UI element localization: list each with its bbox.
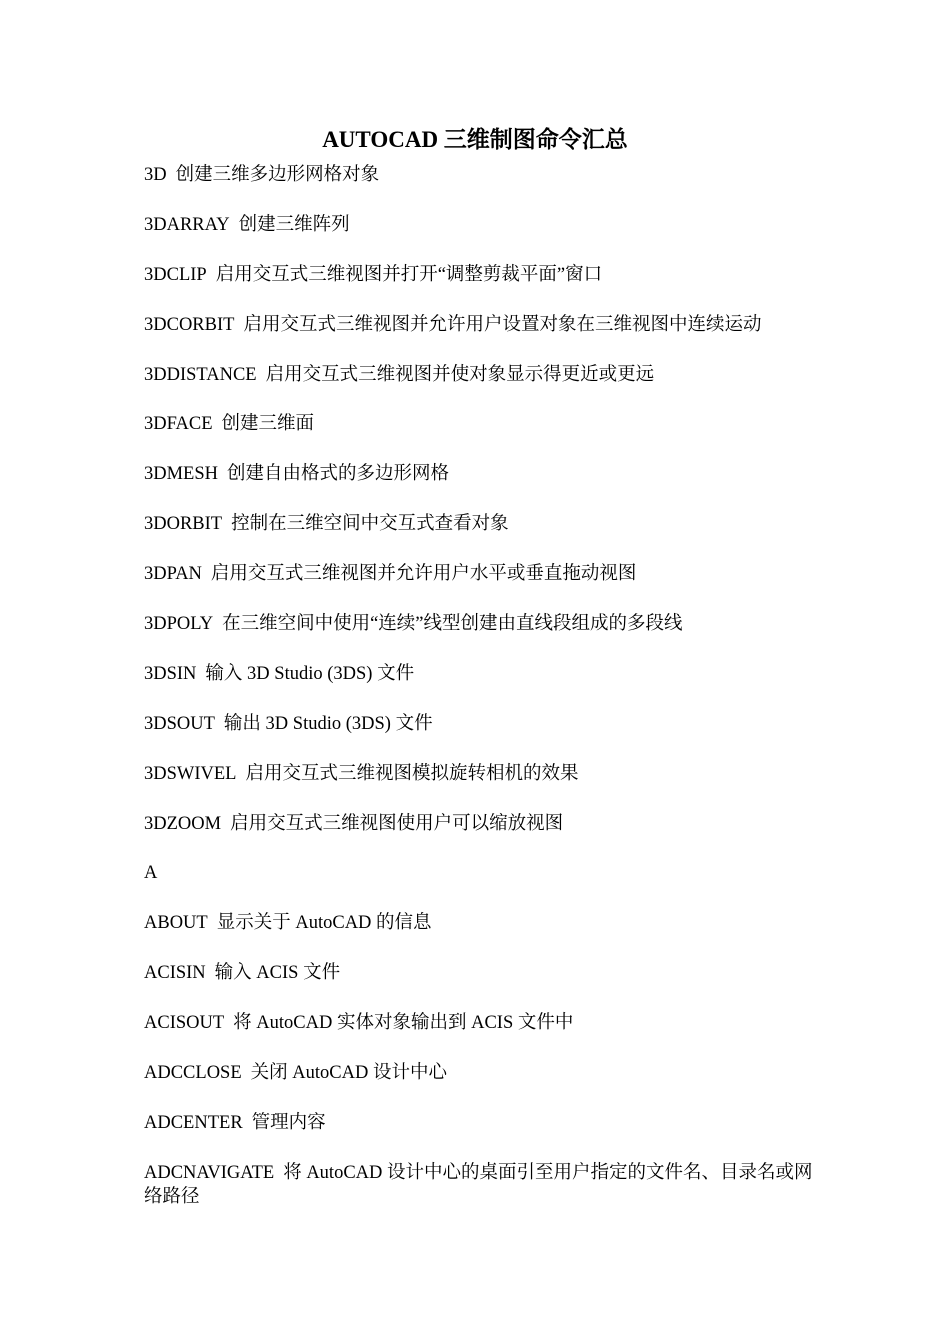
command-description: 将 AutoCAD 实体对象输出到 ACIS 文件中 (233, 1013, 574, 1034)
command-description: 启用交互式三维视图使用户可以缩放视图 (230, 813, 564, 834)
command-name: ACISOUT (144, 1013, 225, 1034)
command-entry (144, 961, 814, 985)
command-description: 启用交互式三维视图并打开“调整剪裁平面”窗口 (215, 264, 603, 285)
command-name: 3DSIN (144, 663, 197, 684)
command-entry (144, 1161, 814, 1209)
command-description: 将 AutoCAD 设计中心的桌面引至用户指定的文件名、目录名或网络路径 (144, 1162, 813, 1207)
command-entry (144, 412, 814, 436)
command-entry (144, 163, 814, 187)
command-entry (144, 712, 814, 736)
command-description: 输入 ACIS 文件 (214, 963, 341, 984)
command-name: 3DARRAY (144, 214, 230, 235)
command-description: 启用交互式三维视图模拟旋转相机的效果 (245, 763, 579, 784)
command-name: 3DZOOM (144, 813, 222, 834)
command-entry (144, 562, 814, 586)
command-entry (144, 313, 814, 337)
command-description: 输入 3D Studio (3DS) 文件 (205, 663, 415, 684)
section-letter: A (144, 863, 158, 884)
command-description: 启用交互式三维视图并使对象显示得更近或更远 (265, 364, 655, 385)
command-list (144, 163, 814, 1235)
document-title: AUTOCAD 三维制图命令汇总 (322, 127, 628, 152)
command-entry (144, 213, 814, 237)
command-name: ACISIN (144, 963, 206, 984)
command-entry (144, 812, 814, 836)
command-name: 3DSOUT (144, 713, 215, 734)
command-name: 3DORBIT (144, 514, 223, 535)
command-entry (144, 1011, 814, 1035)
command-entry (144, 612, 814, 636)
section-letter-entry (144, 861, 814, 885)
command-description: 启用交互式三维视图并允许用户水平或垂直拖动视图 (210, 564, 637, 585)
command-name: 3DSWIVEL (144, 763, 237, 784)
command-description: 创建三维阵列 (238, 214, 350, 235)
command-entry (144, 1061, 814, 1085)
command-entry (144, 512, 814, 536)
command-description: 创建三维多边形网格对象 (175, 165, 380, 185)
command-name: ABOUT (144, 913, 208, 934)
command-entry (144, 263, 814, 287)
command-name: 3DFACE (144, 414, 213, 435)
command-name: ADCENTER (144, 1112, 243, 1133)
command-name: 3DCLIP (144, 264, 207, 285)
command-name: ADCNAVIGATE (144, 1162, 275, 1183)
command-description: 关闭 AutoCAD 设计中心 (250, 1063, 447, 1084)
command-name: 3DDISTANCE (144, 364, 257, 385)
command-description: 创建自由格式的多边形网格 (227, 464, 450, 485)
command-name: 3DPAN (144, 564, 202, 585)
command-description: 控制在三维空间中交互式查看对象 (231, 514, 509, 535)
command-description: 管理内容 (251, 1112, 326, 1133)
command-entry (144, 911, 814, 935)
command-description: 启用交互式三维视图并允许用户设置对象在三维视图中连续运动 (243, 314, 762, 335)
command-description: 显示关于 AutoCAD 的信息 (216, 913, 432, 934)
command-description: 在三维空间中使用“连续”线型创建由直线段组成的多段线 (222, 614, 683, 635)
command-entry (144, 363, 814, 387)
command-description: 创建三维面 (221, 414, 315, 435)
command-name: 3DPOLY (144, 614, 214, 635)
command-name: 3D (144, 165, 167, 185)
command-entry (144, 762, 814, 786)
command-entry (144, 1111, 814, 1135)
command-description: 输出 3D Studio (3DS) 文件 (223, 713, 433, 734)
command-entry (144, 662, 814, 686)
command-entry (144, 462, 814, 486)
command-name: 3DCORBIT (144, 314, 235, 335)
command-name: 3DMESH (144, 464, 219, 485)
command-name: ADCCLOSE (144, 1063, 242, 1084)
